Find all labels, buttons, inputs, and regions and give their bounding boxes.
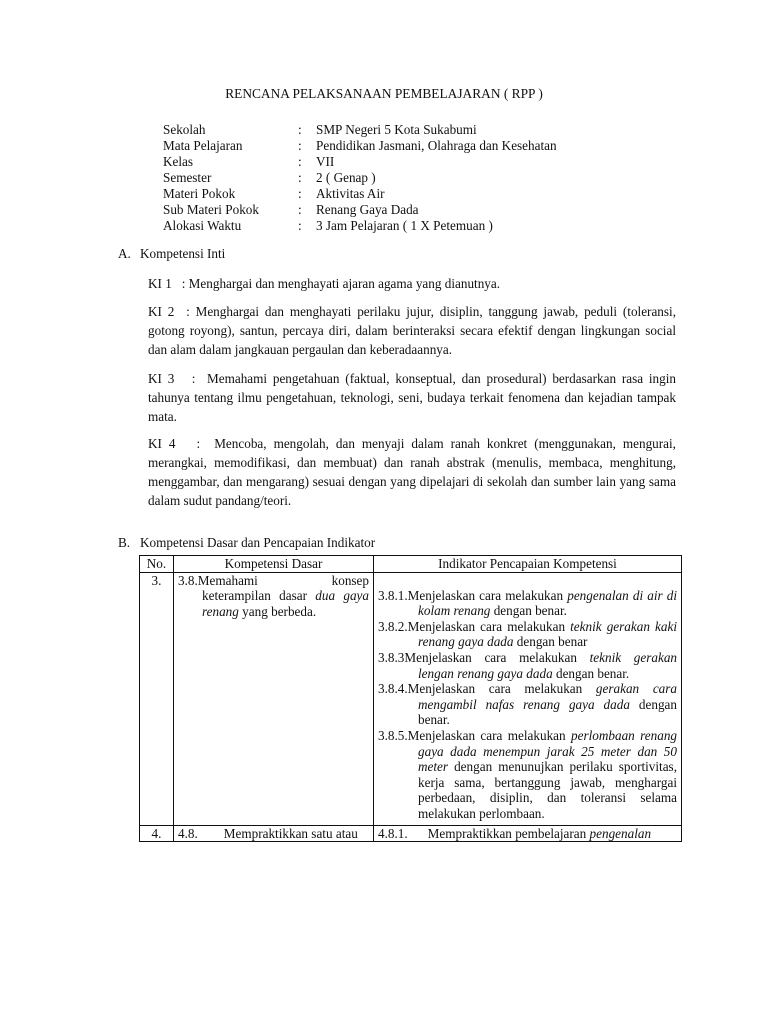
indicator-italic: pengenalan di air di kolam renang (418, 587, 678, 619)
identity-colon: : (298, 186, 302, 201)
ki-label: KI 2 : (148, 304, 196, 319)
identity-value: Renang Gaya Dada (316, 202, 419, 217)
header-indicator: Indikator Pencapaian Kompetensi (374, 556, 682, 573)
indicator-italic: perlombaan renang gaya dada menempun jarak 25 meter dan 50 meter (418, 727, 678, 775)
table-row (140, 572, 682, 825)
identity-row (163, 138, 557, 154)
header-no: No. (140, 556, 174, 573)
row-number: 3. (140, 572, 174, 825)
indicator-tail: dengan benar. (552, 665, 630, 681)
indicator-text: Mempraktikkan pembelajaran (427, 825, 590, 841)
identity-value: 2 ( Genap ) (316, 170, 376, 185)
identity-colon: : (298, 202, 302, 217)
table-header-row (140, 556, 682, 573)
indicator-number: 4.8.1. (378, 825, 408, 841)
identity-row (163, 202, 557, 218)
indicator-item (378, 619, 677, 650)
identity-colon: : (298, 170, 302, 185)
identity-label: Semester (163, 170, 212, 185)
identity-row (163, 122, 557, 138)
section-title: Kompetensi Inti (140, 246, 226, 261)
kd-cell (174, 825, 374, 842)
ki-item (148, 302, 676, 359)
kd-text-c: yang berbeda. (238, 603, 317, 619)
section-b-heading (118, 535, 375, 551)
header-kd: Kompetensi Dasar (174, 556, 374, 573)
kd-cell (174, 572, 374, 825)
kd-text-italic: dua gaya renang (202, 588, 369, 619)
ki-item (148, 369, 676, 426)
indicator-tail: dengan benar (513, 634, 588, 650)
indicator-item (378, 588, 677, 619)
indicator-text: 3.8.3Menjelaskan cara melakukan (378, 649, 590, 665)
ki-label: KI 3 : (148, 371, 207, 386)
competency-table (139, 555, 682, 842)
identity-row (163, 218, 557, 234)
identity-value: 3 Jam Pelajaran ( 1 X Petemuan ) (316, 218, 493, 233)
indicator-italic: gerakan cara mengambil nafas renang gaya dada (418, 681, 677, 712)
identity-label: Sekolah (163, 122, 206, 137)
identity-label: Mata Pelajaran (163, 138, 243, 153)
indicator-text: 3.8.4.Menjelaskan cara melakukan (378, 681, 596, 697)
identity-row (163, 170, 557, 186)
identity-label: Sub Materi Pokok (163, 202, 259, 217)
indicator-italic: pengenalan (589, 825, 652, 841)
identity-label: Kelas (163, 154, 194, 169)
identity-colon: : (298, 154, 302, 169)
document-title: RENCANA PELAKSANAAN PEMBELAJARAN ( RPP ) (225, 86, 543, 101)
ki-text: Memahami pengetahuan (faktual, konseptual, dan prosedural) berdasarkan rasa ingin tahunya tentang ilmu pengetahuan, teknologi, seni, budaya terkait fenomena dan kejadian tampak mata. (148, 371, 676, 424)
ki-text: Menghargai dan menghayati perilaku jujur, disiplin, tanggung jawab, peduli (toleransi, gotong royong), santun, percaya diri, dalam berinteraksi secara efektif dengan lingkungan social dan alam dalam jangkauan pergaulan dan keberadaannya. (148, 304, 676, 357)
identity-colon: : (298, 218, 302, 233)
ki-label: KI 4 : (148, 436, 215, 451)
section-letter: B. (118, 535, 131, 550)
identity-label: Alokasi Waktu (163, 218, 242, 233)
indicator-text: 3.8.2.Menjelaskan cara melakukan (378, 618, 571, 634)
section-a-heading (118, 246, 225, 262)
section-letter: A. (118, 246, 131, 261)
kd-text-a: 3.8.Memahami konsep keterampilan dasar (178, 572, 369, 604)
ki-item (148, 434, 676, 510)
indicator-text: 3.8.1.Menjelaskan cara melakukan (378, 587, 568, 603)
indicator-cell (374, 572, 682, 825)
ki-text: Mencoba, mengolah, dan menyaji dalam ranah konkret (menggunakan, mengurai, merangkai, memodifikasi, dan membuat) dan ranah abstrak (menulis, membaca, menghitung, menggambar, dan mengarang) sesuai dengan yang dipelajari di sekolah dan sumber lain yang sama dalam sudut pandang/teori. (148, 436, 676, 508)
identity-colon: : (298, 122, 302, 137)
indicator-item (378, 650, 677, 681)
row-number: 4. (140, 825, 174, 842)
indicator-item (378, 681, 677, 728)
identity-value: Aktivitas Air (316, 186, 385, 201)
identity-row (163, 186, 557, 202)
identity-colon: : (298, 138, 302, 153)
identity-value: VII (316, 154, 335, 169)
indicator-text: 3.8.5.Menjelaskan cara melakukan (378, 727, 572, 743)
identity-value: SMP Negeri 5 Kota Sukabumi (316, 122, 477, 137)
kd-text: Mempraktikkan satu atau (223, 825, 358, 841)
identity-row (163, 154, 557, 170)
indicator-italic: teknik gerakan kaki renang gaya dada (418, 618, 677, 650)
ki-text: Menghargai dan menghayati ajaran agama yang dianutnya. (188, 276, 501, 291)
indicator-tail: dengan benar. (490, 603, 567, 619)
identity-label: Materi Pokok (163, 186, 236, 201)
identity-value: Pendidikan Jasmani, Olahraga dan Kesehatan (316, 138, 557, 153)
ki-item (148, 274, 676, 293)
ki-label: KI 1 : (148, 276, 189, 291)
section-title: Kompetensi Dasar dan Pencapaian Indikator (140, 535, 376, 550)
indicator-cell (374, 825, 682, 842)
indicator-tail: dengan benar. (418, 696, 677, 728)
indicator-item (378, 728, 677, 822)
identity-table (163, 122, 557, 234)
indicator-italic: teknik gerakan lengan renang gaya dada (418, 649, 678, 681)
indicator-tail: dengan menunujkan perilaku sportivitas, kerja sama, bertanggung jawab, menghargai perbedaan, disiplin, dan toleransi selama melakukan perlombaan. (418, 759, 677, 821)
kd-number: 4.8. (178, 825, 198, 841)
table-row (140, 825, 682, 842)
kd-text (178, 573, 369, 620)
